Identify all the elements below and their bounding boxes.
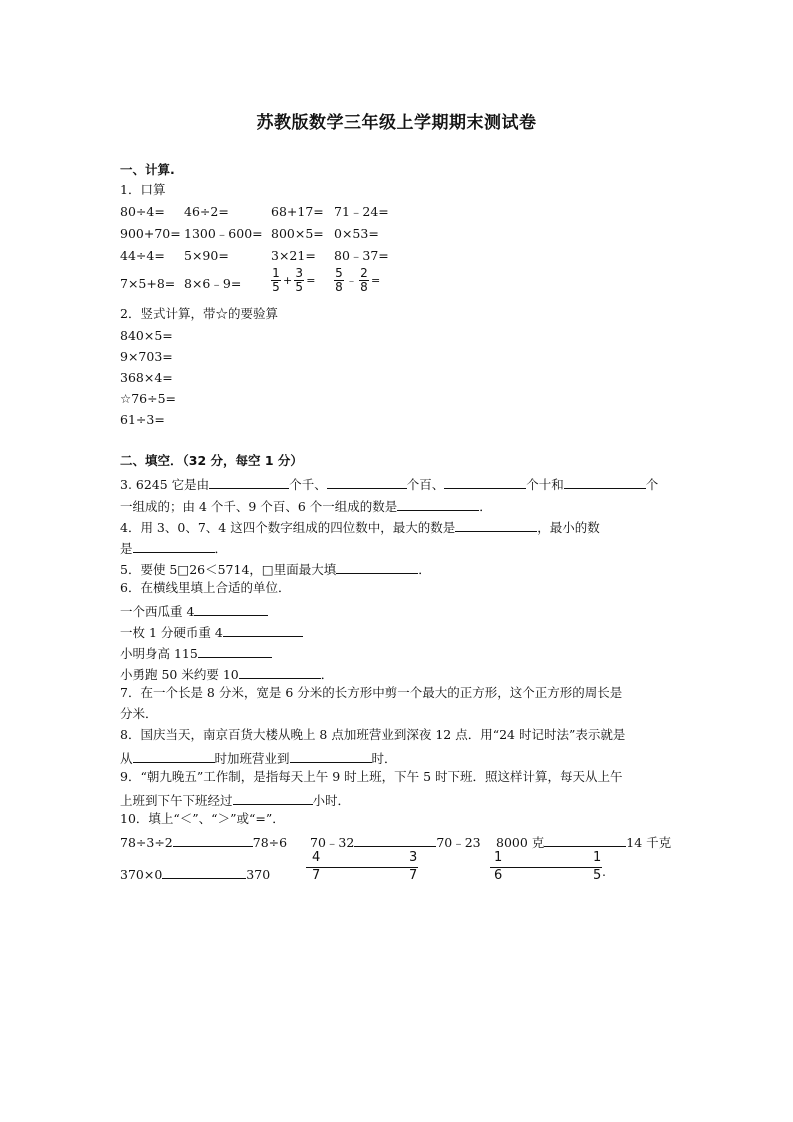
answer-blank[interactable] [354,834,436,847]
question-6a: 一个西瓜重 4 [120,603,268,619]
compare-row-1: 78÷3÷2 78÷6 [120,835,288,850]
question-3-line-2: 一组成的；由 4 个千、9 个百、6 个一组成的数是 ． [120,499,492,514]
vertical-calc-item: 61÷3= [120,412,165,427]
compare-row-2: 370×0 370 [120,867,271,882]
vertical-calc-item: ☆76÷5= [120,391,177,406]
answer-blank[interactable] [133,540,215,553]
fraction-denominator: 7 [312,868,321,883]
answer-line[interactable] [490,867,602,868]
fraction-expression-b: $\frac{5}{8}$ ﹣ $\frac{2}{8}$ = [335,266,381,294]
answer-blank[interactable] [544,834,626,847]
fraction-numerator: 4 [312,850,321,865]
page-title: 苏教版数学三年级上学期期末测试卷 [256,113,537,133]
q1-label: 1．口算 [120,182,166,197]
fraction: $\frac{2}{8}$ [360,266,368,294]
mental-math-item: 44÷4= [120,248,165,263]
answer-blank[interactable] [209,476,289,489]
answer-blank[interactable] [198,645,272,658]
question-4-line-2: 是 ． [120,541,228,556]
fraction: $\frac{1}{5}$ [272,266,280,294]
fraction-numerator: 1 [494,850,503,865]
answer-blank[interactable] [233,792,313,805]
end-period: . [602,864,606,879]
question-6d: 小勇跑 50 米约要 10 ． [120,667,334,682]
mental-math-item: 0×53= [334,226,379,241]
answer-blank[interactable] [173,834,253,847]
fraction-denominator: 6 [494,868,503,883]
fraction-numerator: 1 [593,850,602,865]
answer-blank[interactable] [564,476,646,489]
answer-blank[interactable] [223,624,303,637]
fraction-expression-a: $\frac{1}{5}$ + $\frac{3}{5}$ = [272,266,316,294]
question-7-line-2: 分米． [120,706,158,721]
fraction-denominator: 5 [593,868,602,883]
mental-math-item: 900+70= [120,226,181,241]
fraction-denominator: 7 [409,868,418,883]
mental-math-item: 68+17= [271,204,324,219]
mental-math-item: 7×5+8= [120,276,176,291]
mental-math-item: 3×21= [271,248,316,263]
mental-math-item: 5×90= [184,248,229,263]
question-6: 6．在横线里填上合适的单位． [120,580,291,595]
vertical-calc-item: 368×4= [120,370,173,385]
question-6b: 一枚 1 分硬币重 4 [120,624,303,640]
answer-blank[interactable] [455,519,537,532]
mental-math-item: 8×6﹣9= [184,276,242,291]
answer-line[interactable] [306,867,418,868]
answer-blank[interactable] [336,561,418,574]
answer-blank[interactable] [327,476,407,489]
answer-blank[interactable] [397,498,479,511]
mental-math-item: 800×5= [271,226,324,241]
question-5: 5．要使 5□26＜5714，□里面最大填 ． [120,562,431,577]
compare-item-3: 8000 克 14 千克 [496,835,672,850]
answer-blank[interactable] [194,603,268,616]
mental-math-item: 80﹣37= [334,248,389,263]
vertical-calc-item: 9×703= [120,349,173,364]
answer-blank[interactable] [162,866,246,879]
fraction-numerator: 3 [409,850,418,865]
vertical-calc-item: 840×5= [120,328,173,343]
answer-blank[interactable] [239,666,321,679]
section-2-heading: 二、填空．（32 分，每空 1 分） [120,453,303,468]
question-7-line-1: 7．在一个长是 8 分米，宽是 6 分米的长方形中剪一个最大的正方形，这个正方形的周长是 [120,685,623,700]
question-10: 10．填上“＜”、“＞”或“=”． [120,811,285,826]
q2-label: 2．竖式计算，带☆的要验算 [120,306,278,321]
compare-item-2: 70﹣32 70﹣23 [310,835,481,850]
question-4-line-1: 4．用 3、0、7、4 这四个数字组成的四位数中，最大的数是 ，最小的数 [120,520,600,535]
mental-math-item: 1300﹣600= [184,226,263,241]
answer-blank[interactable] [290,750,372,763]
fraction: $\frac{5}{8}$ [335,266,343,294]
question-8-line-2: 从 时加班营业到 时． [120,751,397,766]
mental-math-item: 46÷2= [184,204,229,219]
question-3-line-1: 3. 6245 它是由 个千、 个百、 个十和 个 [120,477,659,492]
mental-math-item: 71﹣24= [334,204,389,219]
question-9-line-1: 9．“朝九晚五”工作制，是指每天上午 9 时上班，下午 5 时下班．照这样计算，每天从上午 [120,769,623,784]
mental-math-item: 80÷4= [120,204,165,219]
question-9-line-2: 上班到下午下班经过 小时． [120,793,351,808]
question-8-line-1: 8．国庆当天，南京百货大楼从晚上 8 点加班营业到深夜 12 点．用“24 时记时法”表示就是 [120,727,626,742]
question-6c: 小明身高 115 [120,645,272,661]
answer-blank[interactable] [444,476,526,489]
fraction: $\frac{3}{5}$ [295,266,304,294]
section-1-heading: 一、计算. [120,162,175,177]
answer-blank[interactable] [133,750,215,763]
